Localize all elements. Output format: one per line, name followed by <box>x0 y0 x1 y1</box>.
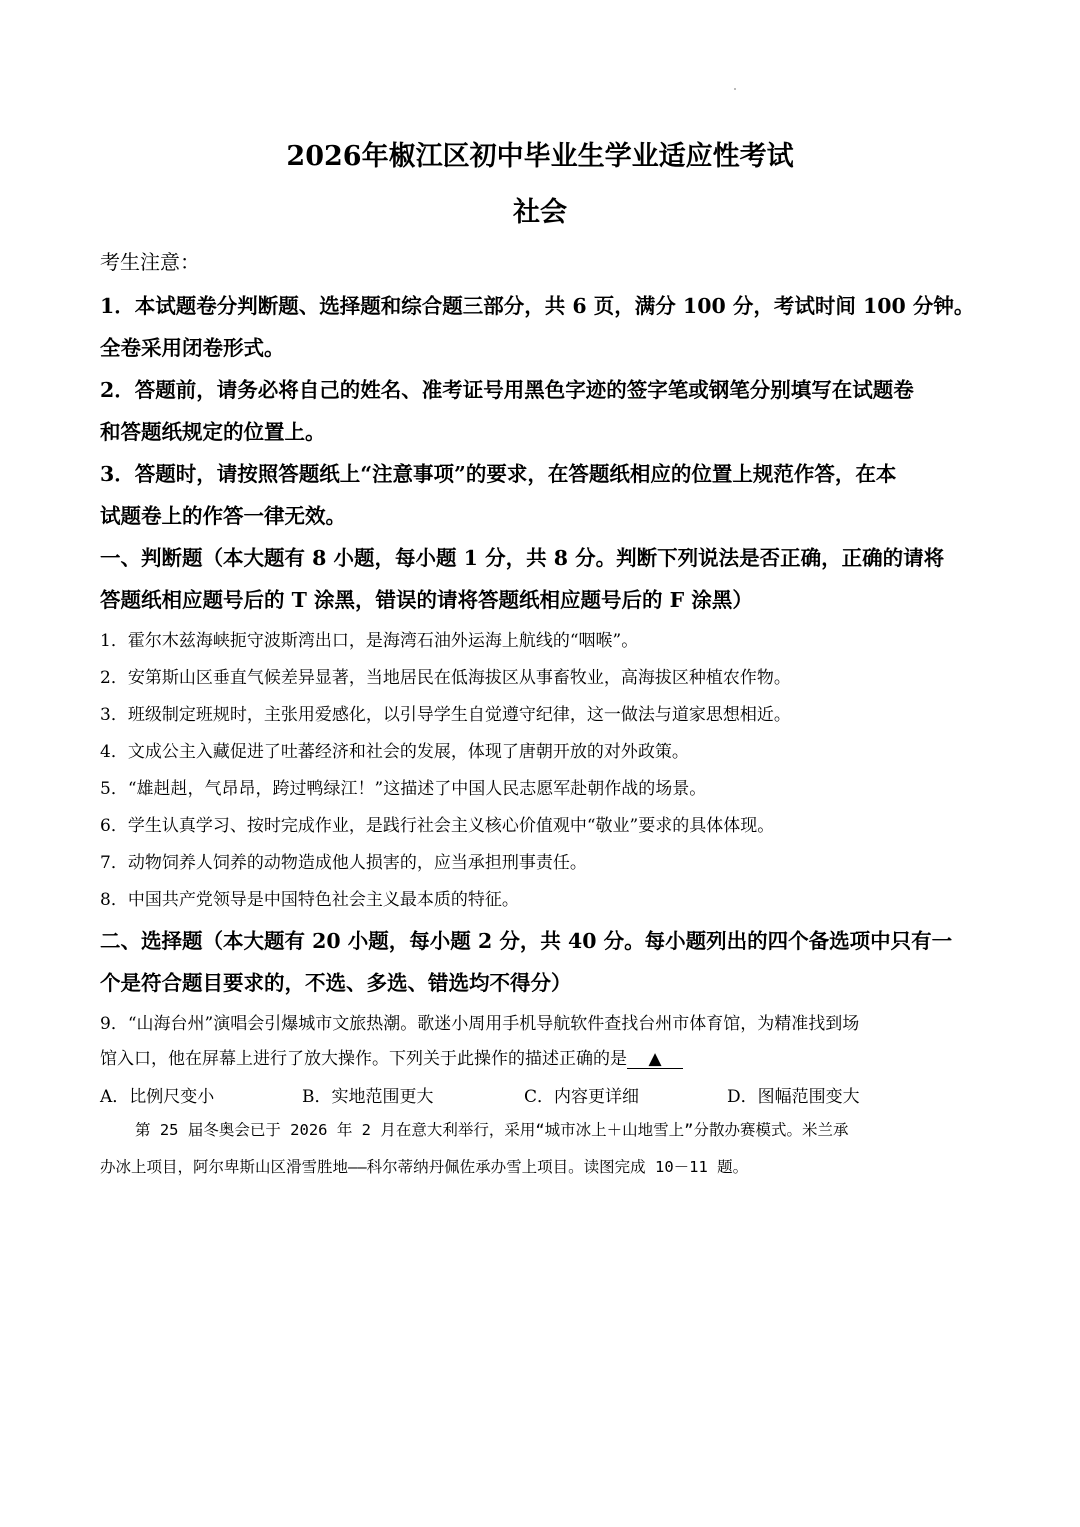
notice-item-2-line-1: 2．答题前，请务必将自己的姓名、准考证号用黑色字迹的签字笔或钢笔分别填写在试题卷 <box>100 378 914 402</box>
option-c: C．内容更详细 <box>524 1087 640 1107</box>
notice-item-1-line-1: 1．本试题卷分判断题、选择题和综合题三部分，共 6 页，满分 100 分，考试时间 100 分钟。 <box>100 294 975 318</box>
judgment-item-7: 7．动物饲养人饲养的动物造成他人损害的，应当承担刑事责任。 <box>100 853 587 873</box>
notice-item-3-line-2: 试题卷上的作答一律无效。 <box>100 504 346 528</box>
judgment-item-8: 8．中国共产党领导是中国特色社会主义最本质的特征。 <box>100 890 519 910</box>
question-9-line-1: 9．“山海台州”演唱会引爆城市文旅热潮。歌迷小周用手机导航软件查找台州市体育馆，为精准找到场 <box>100 1014 860 1034</box>
judgment-item-1: 1．霍尔木兹海峡扼守波斯湾出口，是海湾石油外运海上航线的“咽喉”。 <box>100 631 639 651</box>
reading-passage-line-1: 第 25 届冬奥会已于 2026 年 2 月在意大利举行，采用“城市冰上＋山地雪上”分散办赛模式。米兰承 <box>135 1121 849 1139</box>
subject-title: 社会 <box>513 197 567 228</box>
judgment-item-2: 2．安第斯山区垂直气候差异显著，当地居民在低海拔区从事畜牧业，高海拔区种植农作物。 <box>100 668 791 688</box>
section-1-heading-line-2: 答题纸相应题号后的 T 涂黑，错误的请将答题纸相应题号后的 F 涂黑） <box>100 588 753 612</box>
notice-heading: 考生注意： <box>100 250 200 274</box>
judgment-item-5: 5．“雄赳赳，气昂昂，跨过鸭绿江！”这描述了中国人民志愿军赴朝作战的场景。 <box>100 779 707 799</box>
section-1-heading-line-1: 一、判断题（本大题有 8 小题，每小题 1 分，共 8 分。判断下列说法是否正确，正确的请将 <box>100 546 945 570</box>
question-9-line-2 <box>100 1044 683 1069</box>
option-d: D．图幅范围变大 <box>727 1087 860 1107</box>
section-2-heading-line-1: 二、选择题（本大题有 20 小题，每小题 2 分，共 40 分。每小题列出的四个备选项中只有一 <box>100 929 953 953</box>
option-b: B．实地范围更大 <box>302 1087 434 1107</box>
section-2-heading-line-2: 个是符合题目要求的，不选、多选、错选均不得分） <box>100 971 572 995</box>
notice-item-2-line-2: 和答题纸规定的位置上。 <box>100 420 326 444</box>
scan-speck <box>734 88 736 90</box>
page-title: 2026年椒江区初中毕业生学业适应性考试 <box>286 141 794 172</box>
judgment-item-6: 6．学生认真学习、按时完成作业，是践行社会主义核心价值观中“敬业”要求的具体体现。 <box>100 816 775 836</box>
judgment-item-4: 4．文成公主入藏促进了吐蕃经济和社会的发展，体现了唐朝开放的对外政策。 <box>100 742 689 762</box>
answer-blank: ▲ <box>627 1050 683 1069</box>
notice-item-3-line-1: 3．答题时，请按照答题纸上“注意事项”的要求，在答题纸相应的位置上规范作答，在本 <box>100 462 897 486</box>
reading-passage-line-2: 办冰上项目，阿尔卑斯山区滑雪胜地——科尔蒂纳丹佩佐承办雪上项目。读图完成 10－11 题。 <box>100 1158 749 1176</box>
notice-item-1-line-2: 全卷采用闭卷形式。 <box>100 336 285 360</box>
question-9-stem: 馆入口，他在屏幕上进行了放大操作。下列关于此操作的描述正确的是 <box>100 1049 627 1069</box>
judgment-item-3: 3．班级制定班规时，主张用爱感化，以引导学生自觉遵守纪律，这一做法与道家思想相近。 <box>100 705 791 725</box>
option-a: A．比例尺变小 <box>100 1087 215 1107</box>
